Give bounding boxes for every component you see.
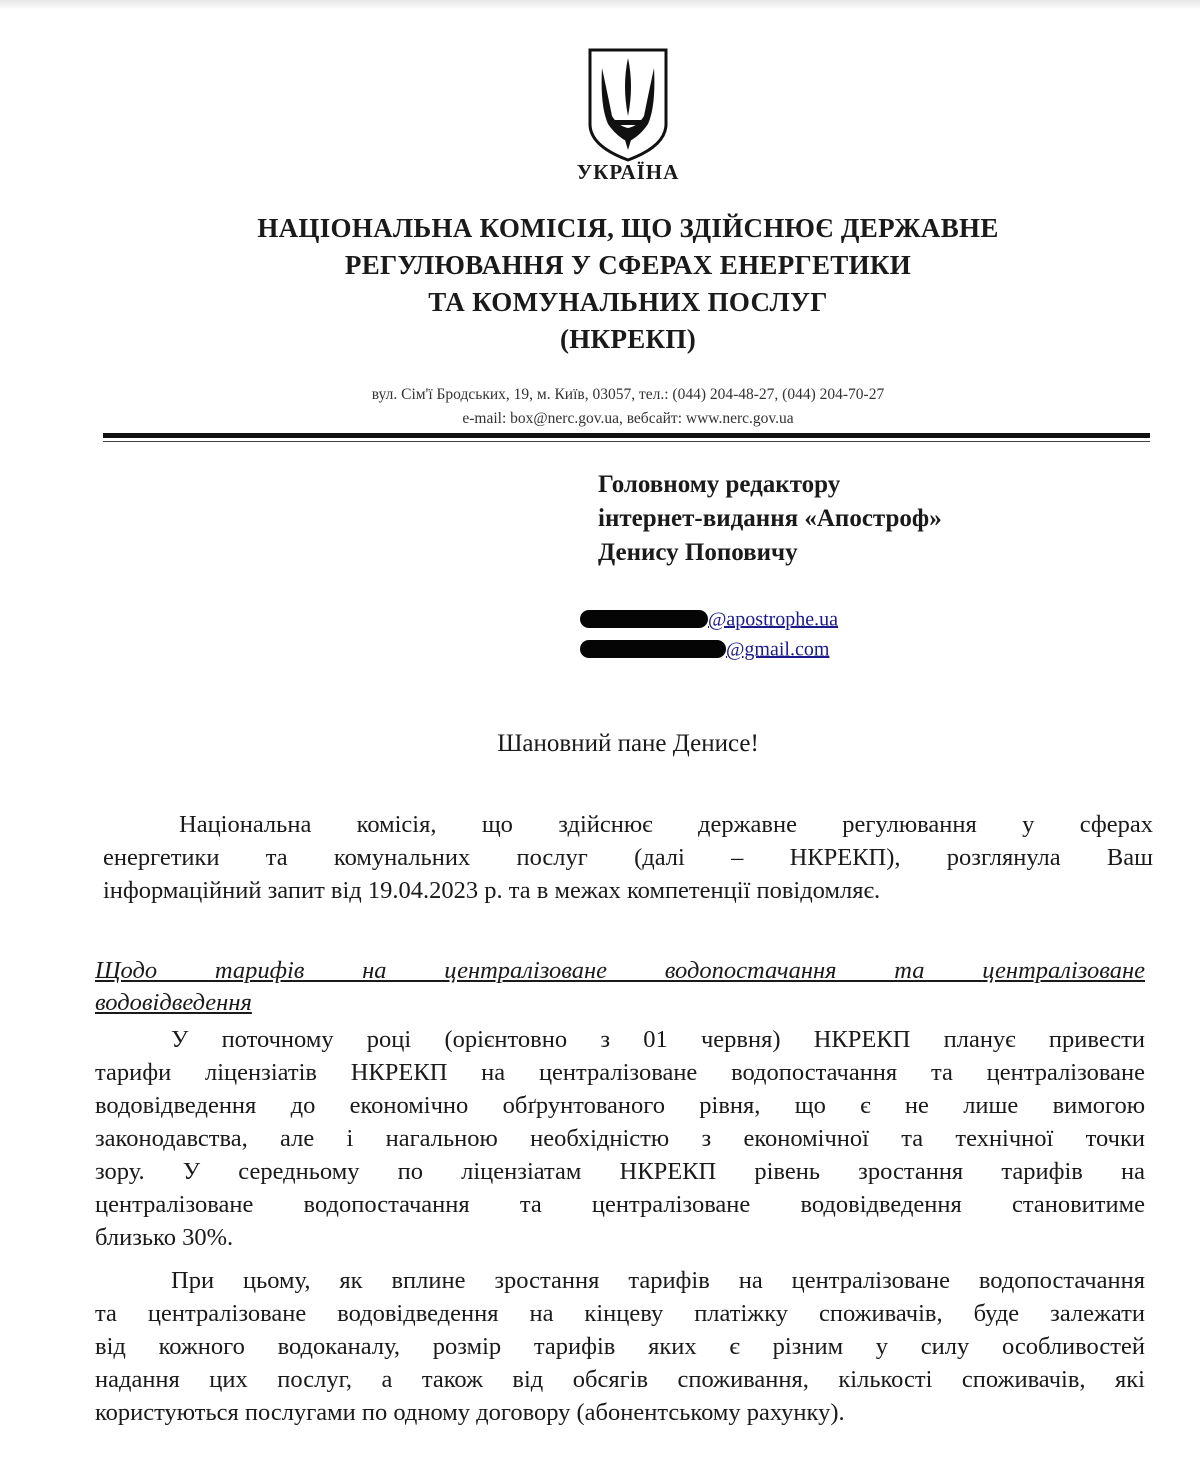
paragraph-line: водовідведення до економічно обґрунтованого рівня, що є не лише вимогою (95, 1092, 1145, 1119)
addressee-block (598, 468, 942, 570)
heading-line: Щодо тарифів на централізоване водопостачання та централізоване (95, 957, 1145, 984)
trident-coat-of-arms-icon (586, 46, 670, 162)
email-domain[interactable]: @gmail.com (726, 638, 830, 661)
paragraph-line: та централізоване водовідведення на кінцеву платіжку споживачів, буде залежати (95, 1300, 1145, 1327)
paragraph-line: зору. У середньому по ліцензіатам НКРЕКП рівень зростання тарифів на (95, 1158, 1145, 1185)
paragraph-line: від кожного водоканалу, розмір тарифів яких є різним у силу особливостей (95, 1333, 1145, 1360)
organization-name (0, 210, 1200, 358)
email-website-line: e-mail: box@nerc.gov.ua, вебсайт: www.nerc.gov.ua (462, 410, 794, 427)
tariff-paragraph (95, 1023, 1145, 1254)
paragraph-line: тарифи ліцензіатів НКРЕКП на централізоване водопостачання та централізоване (95, 1059, 1145, 1086)
heading-line: водовідведення (95, 989, 252, 1016)
letterhead-contacts (0, 383, 1200, 431)
org-line: ТА КОМУНАЛЬНИХ ПОСЛУГ (428, 287, 828, 317)
address-line: вул. Сім'ї Бродських, 19, м. Київ, 03057, тел.: (044) 204-48-27, (044) 204-70-27 (371, 386, 885, 403)
section-heading (95, 955, 1145, 1019)
intro-paragraph (103, 808, 1153, 907)
paragraph-line: У поточному році (орієнтовно з 01 червня) НКРЕКП планує привести (171, 1026, 1145, 1053)
country-name: УКРАЇНА (576, 160, 680, 184)
page-top-edge (0, 0, 1200, 10)
addressee-emails (580, 603, 838, 663)
paragraph-line: законодавства, але і нагальною необхідністю з економічної та технічної точки (95, 1125, 1145, 1152)
addressee-line: Денису Поповичу (598, 539, 798, 566)
paragraph-line: централізоване водопостачання та централізоване водовідведення становитиме (95, 1191, 1145, 1218)
impact-paragraph (95, 1264, 1145, 1429)
addressee-line: інтернет-видання «Апостроф» (598, 505, 942, 532)
addressee-line: Головному редактору (598, 471, 841, 498)
org-abbreviation: (НКРЕКП) (559, 324, 697, 354)
org-line: РЕГУЛЮВАННЯ У СФЕРАХ ЕНЕРГЕТИКИ (344, 250, 912, 280)
email-gmail (580, 633, 838, 663)
letterhead-divider (103, 433, 1150, 438)
letterhead-divider-thin (103, 441, 1150, 442)
paragraph-line: користуються послугами по одному договору (абонентському рахунку). (95, 1399, 845, 1426)
paragraph-line: надання цих послуг, а також від обсягів споживання, кількості споживачів, які (95, 1366, 1145, 1393)
redaction-mark (580, 610, 708, 628)
paragraph-line: енергетики та комунальних послуг (далі – НКРЕКП), розглянула Ваш (103, 844, 1153, 871)
paragraph-line: інформаційний запит від 19.04.2023 р. та в межах компетенції повідомляє. (103, 877, 881, 904)
redaction-mark (580, 640, 726, 658)
greeting: Шановний пане Денисе! (497, 730, 759, 757)
email-domain[interactable]: @apostrophe.ua (708, 608, 839, 631)
paragraph-line: близько 30%. (95, 1224, 234, 1251)
paragraph-line: При цьому, як вплине зростання тарифів на централізоване водопостачання (171, 1267, 1145, 1294)
org-line: НАЦІОНАЛЬНА КОМІСІЯ, ЩО ЗДІЙСНЮЄ ДЕРЖАВНЕ (257, 213, 999, 243)
email-apostrophe (580, 603, 838, 633)
paragraph-line: Національна комісія, що здійснює державне регулювання у сферах (179, 811, 1153, 838)
